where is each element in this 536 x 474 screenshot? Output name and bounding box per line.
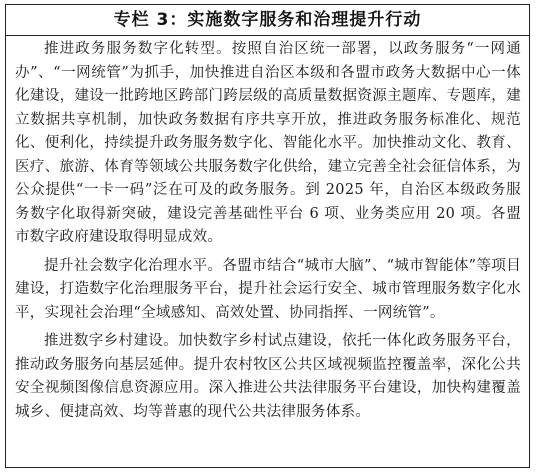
- column-body: [6, 36, 529, 424]
- paragraph-social-governance: 提升社会数字化治理水平。各盟市结合“城市大脑”、“城市智能体”等项目建设，打造数字化治理服务平台，提升社会运行安全、城市管理服务数字化水平，实现社会治理“全域感知、高效处置、协同指挥、一网统管”。: [15, 257, 521, 321]
- column-title: 专栏 3：实施数字服务和治理提升行动: [6, 5, 529, 36]
- paragraph-government-services: 推进政务服务数字化转型。按照自治区统一部署，以政务服务“一网通办”、“一网统管”为抓手，加快推进自治区本级和各盟市政务大数据中心一体化建设，建设一批跨地区跨部门跨层级的高质量数据资源主题库、专题库，建立数据共享机制，加快政务数据有序共享开放，推进政务服务标准化、规范化、便利化，持续提升政务服务数字化、智能化水平。加快推动文化、教育、医疗、旅游、体育等领域公共服务数字化供给，建立完善全社会征信体系，为公众提供“一卡一码”泛在可及的政务服务。到 2025 年，自治区本级政务服务数字化取得新突破，建设完善基础性平台 6 项、业务类应用 20 项。各盟市数字政府建设取得明显成效。: [15, 41, 521, 245]
- paragraph-digital-villages: 推进数字乡村建设。加快数字乡村试点建设，依托一体化政务服务平台，推动政务服务向基层延伸。提升农村牧区公共区域视频监控覆盖率，深化公共安全视频图像信息资源应用。深入推进公共法律服务平台建设，加快构建覆盖城乡、便捷高效、均等普惠的现代公共法律服务体系。: [15, 333, 521, 420]
- column-box: [5, 4, 530, 468]
